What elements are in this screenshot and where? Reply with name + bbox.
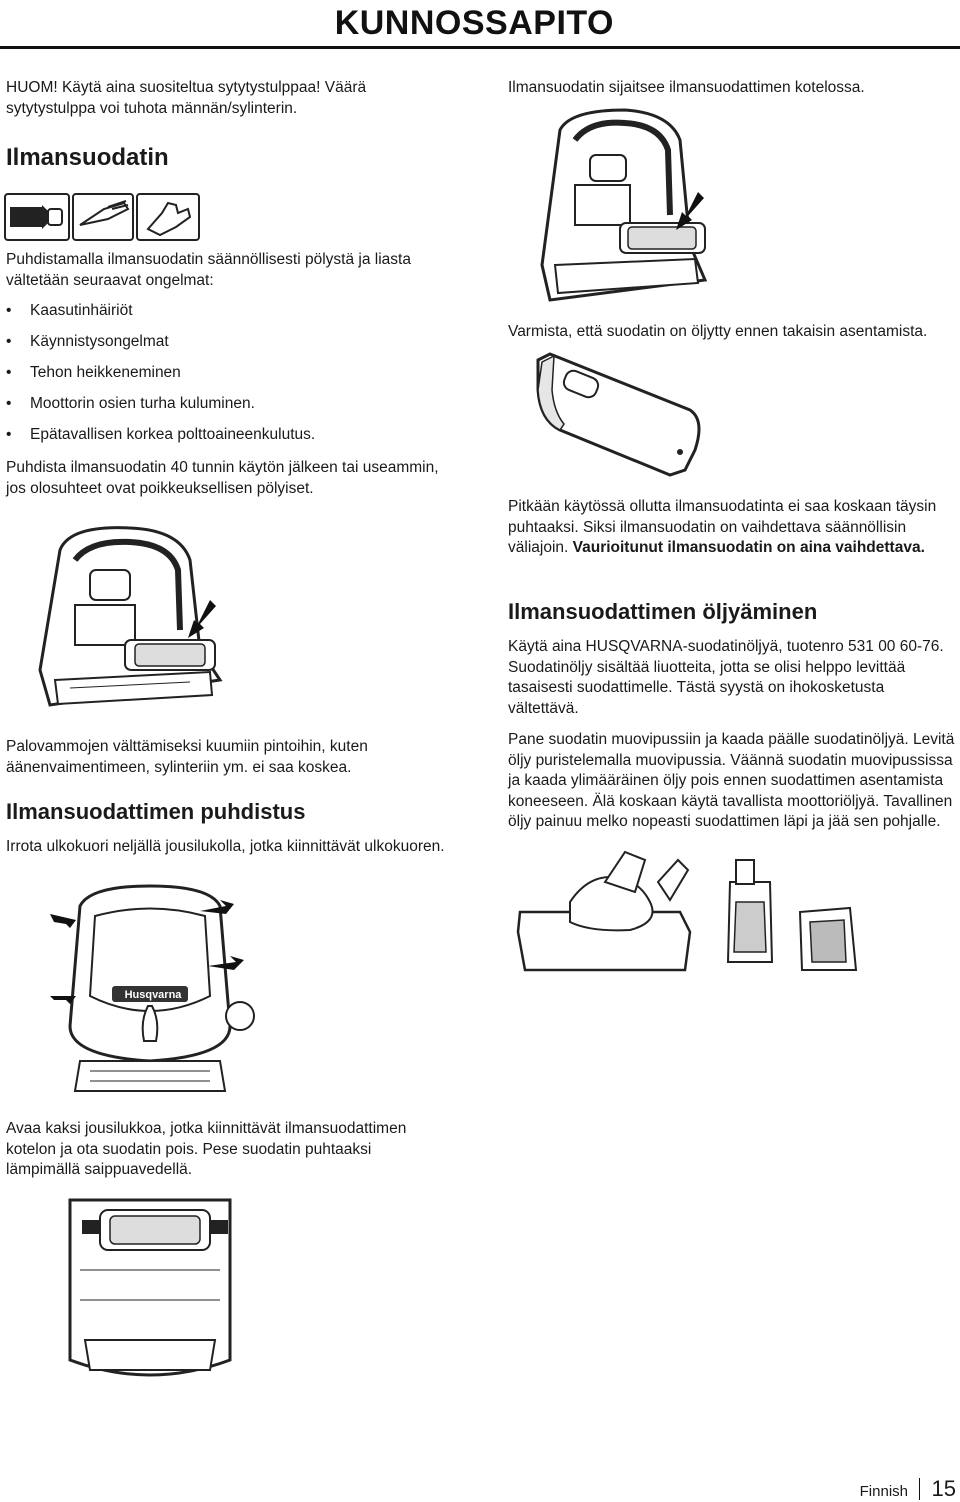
header-rule [0, 46, 960, 49]
brand-logo: Husqvarna [124, 989, 182, 1001]
spark-plug-warning: HUOM! Käytä aina suositeltua sytytystulppaa! Väärä sytytystulppa voi tuhota männän/sylinterin. [6, 79, 367, 117]
replace-filter-text: Pitkään käytössä ollutta ilmansuodatinta ei saa koskaan täysin puhtaaksi. Siksi ilmansuodatin on vaihdettava säännöllisin väliajoin. Vaurioitunut ilmansuodatin on aina vaihdettava. [508, 498, 937, 556]
remove-filter-instructions: Avaa kaksi jousilukkoa, jotka kiinnittävät ilmansuodattimen kotelon ja ota suodatin pois. Pese suodatin puhtaaksi lämpimällä saippuavedellä. [6, 1120, 407, 1178]
oiling-text-2: Pane suodatin muovipussiin ja kaada päälle suodatinöljyä. Levitä öljy puristelemalla muovipussia. Väännä suodatin muovipussissa ja kaada ylimääräinen öljy pois ennen suodattimen asentamista koneeseen. Älä koskaan käytä tavallista moottoriöljyä. Tavallinen öljy painuu melko nopeasti suodattimen läpi ja jää sen pohjalle. [508, 731, 955, 830]
oiled-check-text: Varmista, että suodatin on öljytty ennen takaisin asentamista. [508, 323, 928, 340]
oiling-text-1: Käytä aina HUSQVARNA-suodatinöljyä, tuotenro 531 00 60-76. Suodatinöljy sisältää liuotteita, jotta se olisi helppo levittää tasaisesti suodattimelle. Tästä syystä on ihokosketusta vältettävä. [508, 638, 944, 717]
footer-separator [919, 1478, 921, 1500]
cleaning-tool-icon [4, 193, 70, 241]
cleaning-instructions: Irrota ulkokuori neljällä jousilukolla, jotka kiinnittävät ulkokuoren. [6, 838, 445, 855]
filter-housing-illustration [60, 1190, 240, 1390]
intro-text: Puhdistamalla ilmansuodatin säännöllisesti pölystä ja liasta vältetään seuraavat ongelmat: [6, 251, 411, 289]
glove-icon [136, 193, 200, 241]
burn-warning: Palovammojen välttämiseksi kuumiin pintoihin, kuten äänenvaimentimeen, sylinteriin ym. ei saa koskea. [6, 738, 368, 776]
footer-language: Finnish [859, 1483, 908, 1500]
arrow-icon [676, 192, 706, 232]
section-title-oiling: Ilmansuodattimen öljyäminen [508, 599, 818, 624]
brush-icon [72, 193, 134, 241]
page-header-title: KUNNOSSAPITO [334, 4, 614, 42]
oiling-bag-illustration [510, 852, 870, 972]
arrow-icon [188, 600, 218, 640]
page-number: 15 [931, 1476, 956, 1501]
section-title-cleaning: Ilmansuodattimen puhdistus [6, 799, 306, 824]
section-title-air-filter: Ilmansuodatin [6, 144, 169, 171]
cleaning-interval-text: Puhdista ilmansuodatin 40 tunnin käytön jälkeen tai useammin, jos olosuhteet ovat poikkeuksellisen pölyiset. [6, 459, 439, 497]
foam-filter-illustration [530, 350, 710, 480]
filter-location-text: Ilmansuodatin sijaitsee ilmansuodattimen kotelossa. [508, 79, 865, 96]
outer-cover-illustration [40, 876, 260, 1096]
